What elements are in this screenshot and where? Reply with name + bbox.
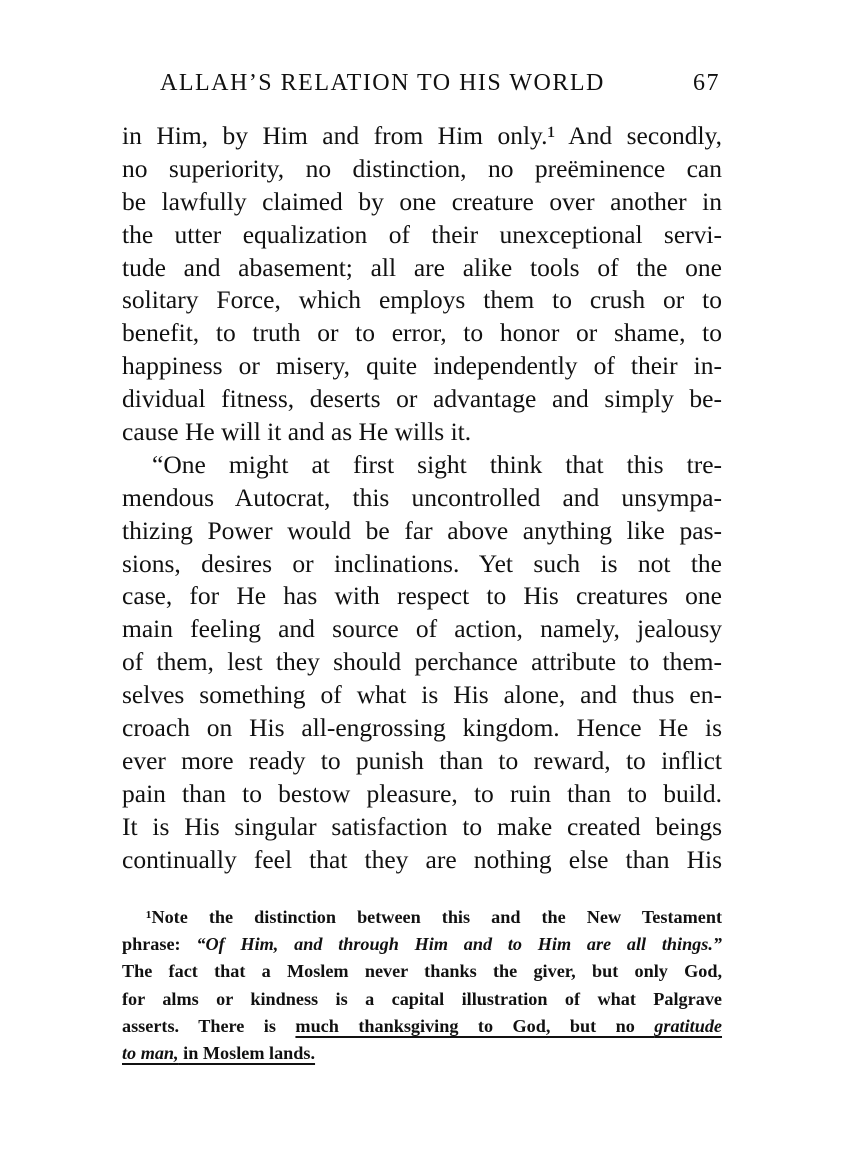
body-line: sions, desires or inclinations. Yet such is not the <box>122 548 722 578</box>
body-line: selves something of what is His alone, and thus en- <box>122 680 722 710</box>
body-line: in Him, by Him and from Him only.¹ And secondly, <box>122 121 722 150</box>
footnote-line <box>122 931 722 958</box>
body-line: ever more ready to punish than to reward, to inflict <box>122 745 722 775</box>
running-title: ALLAH’S RELATION TO HIS WORLD <box>160 70 605 96</box>
body-line: no superiority, no distinction, no preëminence can <box>122 153 722 183</box>
footnote-line <box>122 1040 722 1067</box>
body-line: happiness or misery, quite independently of their in- <box>122 351 722 381</box>
underlined-text: in Moslem lands. <box>178 1042 316 1063</box>
footnote-line <box>122 1013 722 1040</box>
body-line: continually feel that they are nothing else than His <box>122 844 722 874</box>
underlined-italic-text: gratitude <box>654 1015 723 1036</box>
underlined-italic-text: to man, <box>122 1042 179 1063</box>
footnote-text: phrase: <box>122 934 197 955</box>
main-text <box>122 120 722 876</box>
body-line: the utter equalization of their unexceptional servi- <box>122 219 722 249</box>
body-line: dividual fitness, deserts or advantage and simply be- <box>122 384 722 414</box>
body-line: tude and abasement; all are alike tools of the one <box>122 252 722 282</box>
running-header <box>160 70 720 97</box>
footnote <box>122 904 722 1067</box>
page-number: 67 <box>693 70 720 96</box>
body-line: croach on His all-engrossing kingdom. Hence He is <box>122 713 722 743</box>
body-line: thizing Power would be far above anything like pas- <box>122 515 722 545</box>
body-line: cause He will it and as He wills it. <box>122 417 472 447</box>
body-line: “One might at first sight think that this tre- <box>152 449 722 479</box>
body-line: benefit, to truth or to error, to honor or shame, to <box>122 318 722 348</box>
body-line: mendous Autocrat, this uncontrolled and unsympa- <box>122 482 722 512</box>
body-line: main feeling and source of action, namely, jealousy <box>122 614 722 644</box>
body-line: be lawfully claimed by one creature over another in <box>122 186 722 216</box>
footnote-quote: “Of Him, and through Him and to Him are all things.” <box>196 934 722 955</box>
footnote-line: ¹Note the distinction between this and the New Testament <box>146 907 722 927</box>
body-line: pain than to bestow pleasure, to ruin than to build. <box>122 778 722 808</box>
body-line: solitary Force, which employs them to crush or to <box>122 285 722 315</box>
body-line: case, for He has with respect to His creatures one <box>122 581 722 611</box>
footnote-line: The fact that a Moslem never thanks the giver, but only God, <box>122 961 722 982</box>
footnote-text: asserts. There is <box>122 1015 296 1036</box>
body-line: of them, lest they should perchance attribute to them- <box>122 647 722 677</box>
body-line: It is His singular satisfaction to make created beings <box>122 811 722 841</box>
underlined-text: much thanksgiving to God, but no <box>295 1015 655 1036</box>
footnote-line: for alms or kindness is a capital illustration of what Palgrave <box>122 988 722 1009</box>
